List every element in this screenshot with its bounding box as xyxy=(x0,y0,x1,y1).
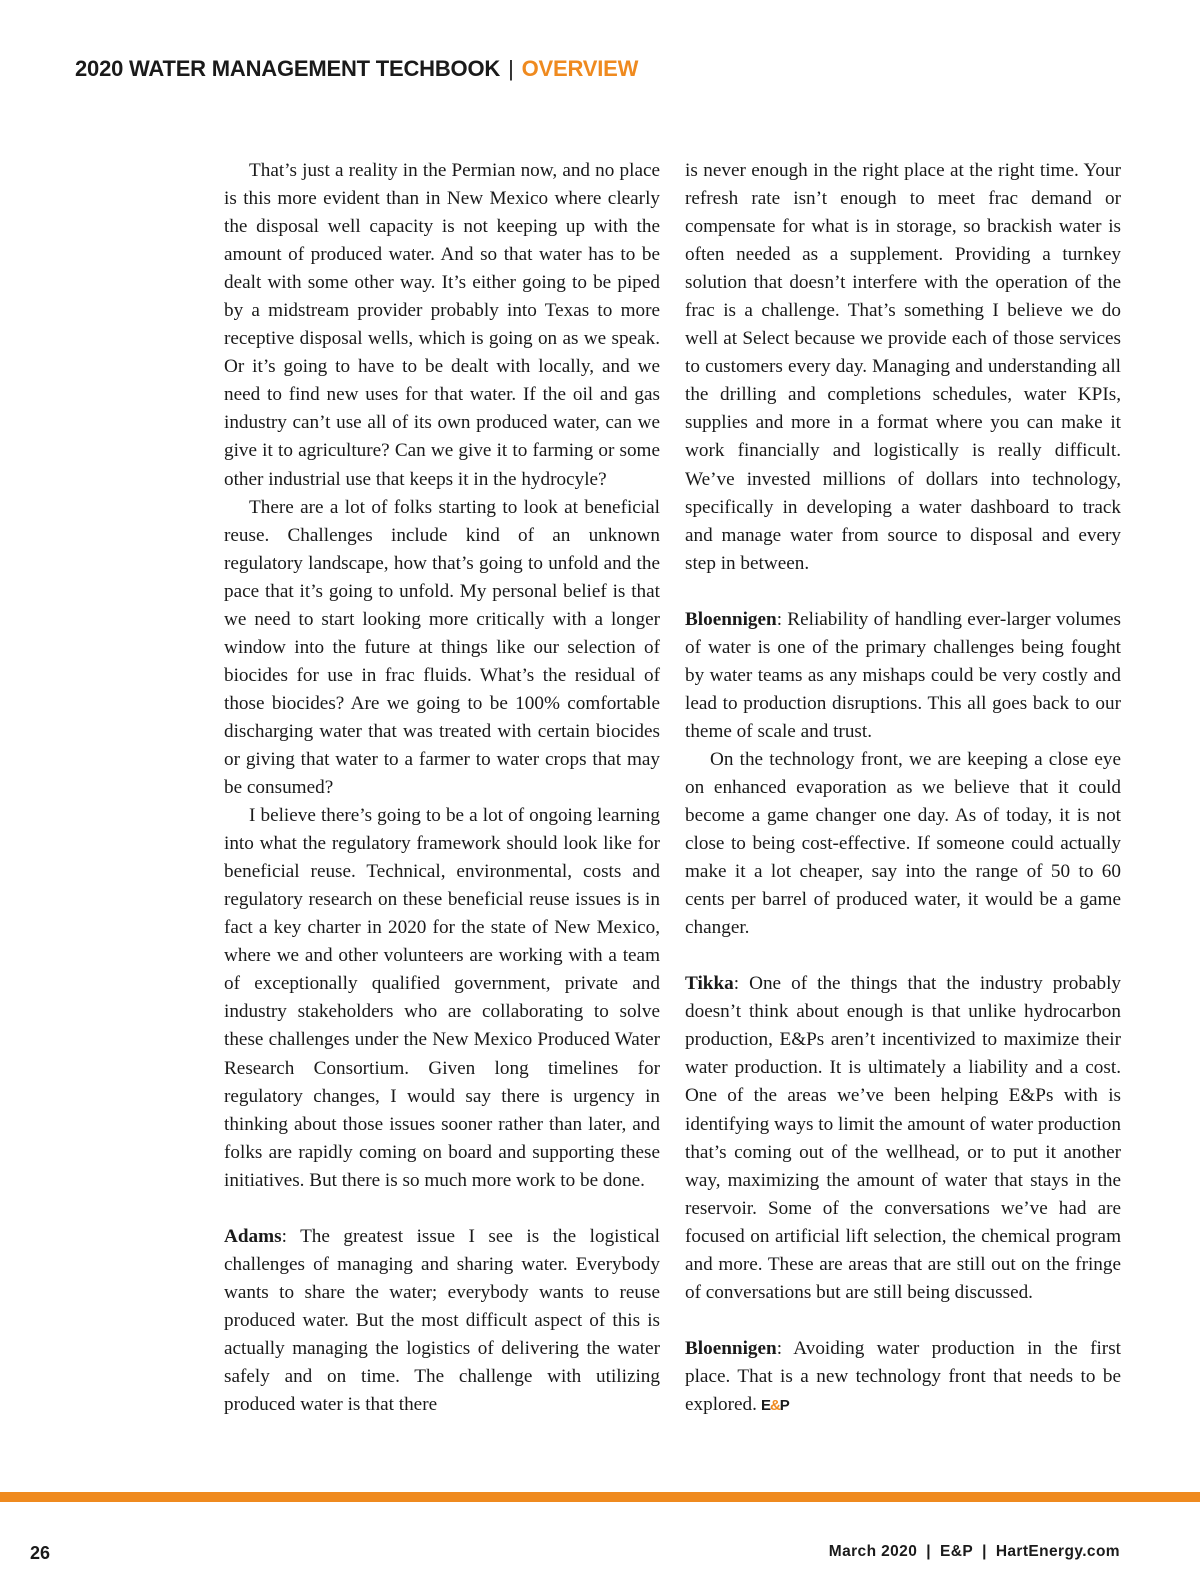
left-paragraph-3: I believe there’s going to be a lot of ongoing learning into what the regulatory framework should look like for beneficial reuse. Technical, environmental, costs and regulatory research on these beneficial reuse issues is in fact a key charter in 2020 for the state of New Mexico, where we and other volunteers are working with a team of exceptionally qualified government, private and industry stakeholders who are collaborating to solve these challenges under the New Mexico Produced Water Research Consortium. Given long timelines for regulatory changes, I would say there is urgency in thinking about those issues sooner rather than later, and folks are rapidly coming on board and supporting these initiatives. But there is so much more work to be done. xyxy=(224,805,660,1191)
footer-separator: | xyxy=(926,1543,931,1560)
running-header xyxy=(75,56,638,82)
left-column xyxy=(224,157,660,1419)
bloennigen-answer-1 xyxy=(685,606,1121,746)
footer-website: HartEnergy.com xyxy=(995,1543,1120,1560)
answer-text: : The greatest issue I see is the logistical challenges of managing and sharing water. Everybody wants to share the water; everybody wants to reuse produced water. But the most difficult aspect of this is actually managing the logistics of delivering the water safely and on time. The challenge with utilizing produced water is that there xyxy=(224,1225,660,1416)
bloennigen-answer-2 xyxy=(685,1335,1121,1420)
adams-answer xyxy=(224,1223,660,1419)
header-section: OVERVIEW xyxy=(521,56,639,81)
right-paragraph-3: On the technology front, we are keeping a close eye on enhanced evaporation as we believe that it could become a game changer one day. As of today, it is not close to being cost-effective. If someone could actually make it a lot cheaper, say into the range of 50 to 60 cents per barrel of produced water, it would be a game changer. xyxy=(685,748,1121,939)
answer-text: : Reliability of handling ever-larger volumes of water is one of the primary challenges being fought by water teams as any mishaps could be very costly and lead to production disruptions. This all goes back to our theme of scale and trust. xyxy=(685,608,1121,742)
speaker-name: Adams xyxy=(224,1225,282,1247)
page-number: 26 xyxy=(30,1543,51,1563)
footer-publication: E&P xyxy=(939,1543,974,1560)
header-separator: | xyxy=(508,56,514,81)
answer-text: : One of the things that the industry probably doesn’t think about enough is that unlike hydrocarbon production, E&Ps aren’t incentivized to maximize their water production. It is ultimately a liability and a cost. One of the areas we’ve been helping E&Ps with is identifying ways to limit the amount of water production that’s coming out of the wellhead, or to put it another way, maximizing the amount of water that stays in the reservoir. Some of the conversations we’ve had are focused on artificial lift selection, the chemical program and more. These are areas that are still out on the fringe of conversations but are still being discussed. xyxy=(685,973,1121,1303)
end-mark-icon: E&P xyxy=(760,1396,789,1414)
speaker-name: Tikka xyxy=(685,973,734,995)
right-column xyxy=(685,157,1121,1420)
footer-date: March 2020 xyxy=(828,1543,918,1560)
footer-info xyxy=(829,1543,1120,1561)
tikka-answer xyxy=(685,970,1121,1307)
left-paragraph-1: That’s just a reality in the Permian now, and no place is this more evident than in New Mexico where clearly the disposal well capacity is not keeping up with the amount of produced water. And so that water has to be dealt with some other way. It’s either going to be piped by a midstream provider probably into Texas to more receptive disposal wells, which is going on as we speak. Or it’s going to have to be dealt with locally, and we need to find new uses for that water. If the oil and gas industry can’t use all of its own produced water, can we give it to agriculture? Can we give it to farming or some other industrial use that keeps it in the hydrocyle? xyxy=(224,160,660,490)
speaker-name: Bloennigen xyxy=(685,608,777,630)
footer-separator: | xyxy=(982,1543,987,1560)
speaker-name: Bloennigen xyxy=(685,1337,777,1359)
right-paragraph-1: is never enough in the right place at the right time. Your refresh rate isn’t enough to meet frac demand or compensate for what is in storage, so brackish water is often needed as a supplement. Providing a turnkey solution that doesn’t interfere with the operation of the frac is a challenge. That’s something I believe we do well at Select because we provide each of those services to customers every day. Managing and understanding all the drilling and completions schedules, water KPIs, supplies and more in a format where you can make it work financially and logistically is really difficult. We’ve invested millions of dollars into technology, specifically in developing a water dashboard to track and manage water from source to disposal and every step in between. xyxy=(685,160,1121,574)
header-title: 2020 WATER MANAGEMENT TECHBOOK xyxy=(75,56,501,81)
footer-rule xyxy=(0,1492,1200,1502)
answer-text: : Avoiding water production in the first place. That is a new technology front that needs to be explored. xyxy=(685,1337,1121,1415)
left-paragraph-2: There are a lot of folks starting to look at beneficial reuse. Challenges include kind of an unknown regulatory landscape, how that’s going to unfold and the pace that it’s going to unfold. My personal belief is that we need to start looking more critically with a longer window into the future at things like our selection of biocides for use in frac fluids. What’s the residual of those biocides? Are we going to be 100% comfortable discharging water that was treated with certain biocides or giving that water to a farmer to water crops that may be consumed? xyxy=(224,496,660,799)
